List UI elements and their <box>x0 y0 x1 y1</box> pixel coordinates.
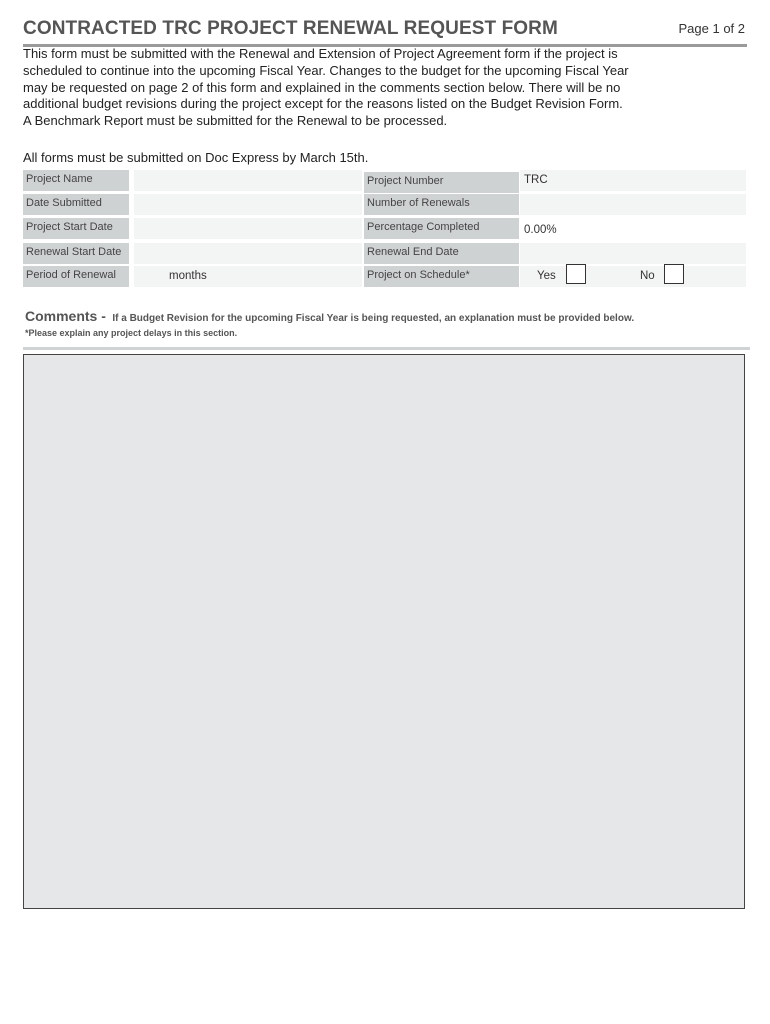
renewal-end-date-field[interactable] <box>520 243 746 264</box>
comments-note: *Please explain any project delays in this section. <box>25 328 238 338</box>
renewal-end-date-label: Renewal End Date <box>364 243 519 264</box>
submission-deadline-note: All forms must be submitted on Doc Express by March 15th. <box>23 150 369 165</box>
project-start-date-label: Project Start Date <box>23 218 129 239</box>
project-number-field[interactable]: TRC <box>520 170 746 191</box>
no-option-label: No <box>640 270 655 282</box>
period-of-renewal-field[interactable]: months <box>134 266 362 287</box>
yes-checkbox[interactable] <box>566 264 586 284</box>
date-submitted-label: Date Submitted <box>23 194 129 215</box>
renewal-start-date-field[interactable] <box>134 243 362 264</box>
form-row <box>23 170 747 191</box>
form-row <box>23 218 747 239</box>
form-title: CONTRACTED TRC PROJECT RENEWAL REQUEST FORM <box>23 18 558 39</box>
number-of-renewals-label: Number of Renewals <box>364 194 519 215</box>
project-number-label: Project Number <box>364 172 519 193</box>
intro-line: scheduled to continue into the upcoming Fiscal Year. Changes to the budget for the upcoming Fiscal Year <box>23 62 629 78</box>
form-header <box>23 18 747 47</box>
number-of-renewals-field[interactable] <box>520 194 746 215</box>
period-of-renewal-label: Period of Renewal <box>23 266 129 287</box>
form-row <box>23 243 747 264</box>
section-divider <box>23 347 750 350</box>
renewal-start-date-label: Renewal Start Date <box>23 243 129 264</box>
comments-textarea[interactable] <box>23 354 745 909</box>
comments-description: If a Budget Revision for the upcoming Fiscal Year is being requested, an explanation must be provided below. <box>112 313 635 324</box>
date-submitted-field[interactable] <box>134 194 362 215</box>
form-row <box>23 266 747 287</box>
form-row <box>23 194 747 215</box>
intro-line: A Benchmark Report must be submitted for the Renewal to be processed. <box>23 113 448 129</box>
project-on-schedule-options <box>520 266 746 287</box>
project-name-field[interactable] <box>134 170 362 191</box>
percentage-completed-field[interactable]: 0.00% <box>524 224 557 236</box>
project-start-date-field[interactable] <box>134 218 362 239</box>
comments-title: Comments - <box>25 308 106 324</box>
no-checkbox[interactable] <box>664 264 684 284</box>
page-number: Page 1 of 2 <box>678 21 745 36</box>
percentage-completed-label: Percentage Completed <box>364 218 519 239</box>
intro-line: additional budget revisions during the project except for the reasons listed on the Budget Revision Form. <box>23 96 623 112</box>
project-name-label: Project Name <box>23 170 129 191</box>
yes-option-label: Yes <box>537 270 556 282</box>
project-on-schedule-label: Project on Schedule* <box>364 266 519 287</box>
intro-line: This form must be submitted with the Renewal and Extension of Project Agreement form if the project is <box>23 46 618 61</box>
intro-text <box>23 46 743 130</box>
comments-heading <box>25 308 745 326</box>
intro-line: may be requested on page 2 of this form and explained in the comments section below. There will be no <box>23 79 621 95</box>
